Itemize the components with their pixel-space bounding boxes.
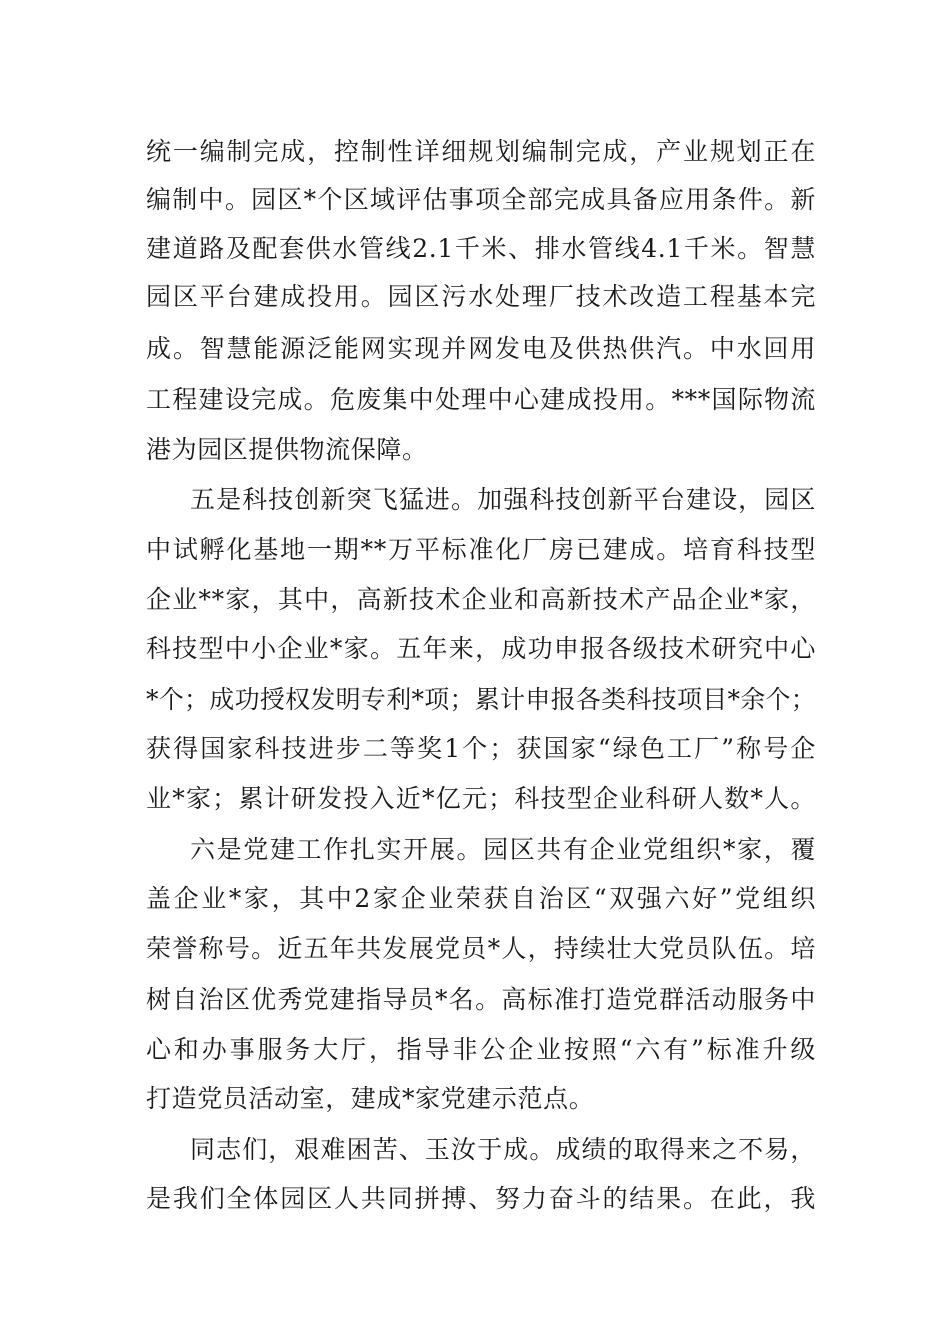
text-line: 打造党员活动室，建成*家党建示范点。 (146, 1084, 595, 1113)
paragraph-first-line: 五是科技创新突飞猛进。加强科技创新平台建设，园区 (190, 485, 816, 514)
text-line: 荣誉称号。近五年共发展党员*人，持续壮大党员队伍。培 (146, 934, 816, 963)
text-line: 工程建设完成。危废集中处理中心建成投用。***国际物流 (146, 385, 816, 414)
text-line: 成。智慧能源泛能网实现并网发电及供热供汽。中水回用 (146, 334, 816, 363)
text-line: 编制中。园区*个区域评估事项全部完成具备应用条件。新 (146, 185, 816, 214)
text-line: 企业**家，其中，高新技术企业和高新技术产品企业*家， (146, 585, 816, 614)
paragraph-first-line: 六是党建工作扎实开展。园区共有企业党组织*家，覆 (190, 835, 816, 864)
text-line: 建道路及配套供水管线2.1千米、排水管线4.1千米。智慧 (146, 234, 816, 263)
text-line: *个；成功授权发明专利*项；累计申报各类科技项目*余个； (146, 685, 816, 714)
text-line: 统一编制完成，控制性详细规划编制完成，产业规划正在 (146, 137, 816, 166)
text-line: 树自治区优秀党建指导员*名。高标准打造党群活动服务中 (146, 985, 816, 1014)
text-line: 中试孵化基地一期**万平标准化厂房已建成。培育科技型 (146, 535, 816, 564)
paragraph-first-line: 同志们，艰难困苦、玉汝于成。成绩的取得来之不易， (190, 1135, 816, 1164)
text-line: 业*家；累计研发投入近*亿元；科技型企业科研人数*人。 (146, 784, 816, 813)
text-line: 是我们全体园区人共同拼搏、努力奋斗的结果。在此，我 (146, 1184, 816, 1213)
text-line: 获得国家科技进步二等奖1个；获国家“绿色工厂”称号企 (146, 734, 816, 763)
text-line: 科技型中小企业*家。五年来，成功申报各级技术研究中心 (146, 634, 816, 663)
text-line: 盖企业*家，其中2家企业荣获自治区“双强六好”党组织 (146, 884, 816, 913)
text-line: 心和办事服务大厅，指导非公企业按照“六有”标准升级 (146, 1035, 816, 1064)
text-line: 园区平台建成投用。园区污水处理厂技术改造工程基本完 (146, 282, 816, 311)
text-line: 港为园区提供物流保障。 (146, 435, 428, 464)
